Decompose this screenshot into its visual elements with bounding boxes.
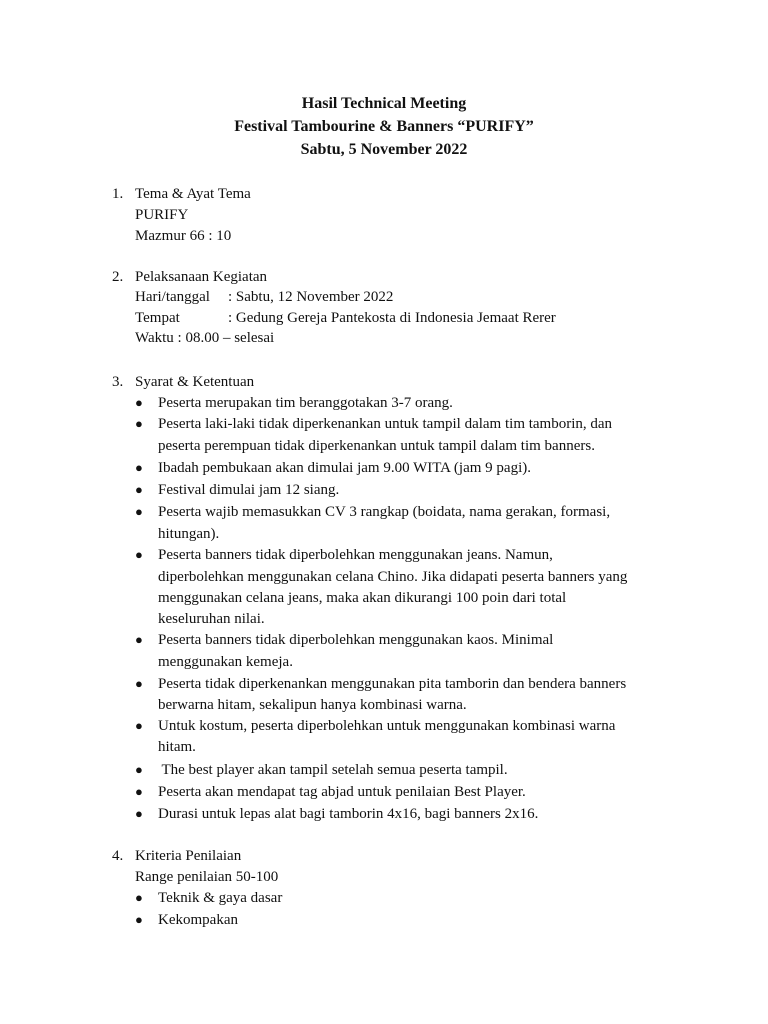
rule-item: Peserta merupakan tim beranggotakan 3-7 orang.	[158, 395, 453, 411]
bullet-icon: ●	[135, 676, 143, 691]
place-row	[135, 308, 556, 328]
bullet-icon: ●	[135, 784, 143, 799]
bullet-icon: ●	[135, 460, 143, 475]
date-label: Hari/tanggal	[135, 289, 210, 305]
bullet-icon: ●	[135, 890, 143, 905]
place-label: Tempat	[135, 310, 180, 326]
range-text: Range penilaian 50-100	[135, 869, 279, 885]
rule-item: Peserta wajib memasukkan CV 3 rangkap (boidata, nama gerakan, formasi,	[158, 504, 611, 520]
bullet-icon: ●	[135, 395, 143, 410]
bullet-icon: ●	[135, 632, 143, 647]
place-value: : Gedung Gereja Pantekosta di Indonesia Jemaat Rerer	[228, 310, 556, 326]
section-3-number: 3.	[112, 374, 124, 390]
criteria-item: Kekompakan	[158, 912, 238, 928]
rule-item-continued: hitungan).	[158, 526, 220, 542]
section-1-number: 1.	[112, 186, 124, 202]
bullet-icon: ●	[135, 504, 143, 519]
meeting-date: Sabtu, 5 November 2022	[300, 141, 468, 158]
rule-item: Festival dimulai jam 12 siang.	[158, 482, 340, 498]
rule-item: Durasi untuk lepas alat bagi tamborin 4x16, bagi banners 2x16.	[158, 806, 539, 822]
rule-item: The best player akan tampil setelah semua peserta tampil.	[158, 762, 508, 778]
doc-title: Hasil Technical Meeting	[301, 95, 467, 112]
date-value: : Sabtu, 12 November 2022	[228, 289, 394, 305]
verse-text: Mazmur 66 : 10	[135, 228, 232, 244]
bullet-icon: ●	[135, 762, 143, 777]
rule-item-continued: keseluruhan nilai.	[158, 611, 265, 627]
rule-item: Peserta akan mendapat tag abjad untuk penilaian Best Player.	[158, 784, 526, 800]
section-4-number: 4.	[112, 848, 124, 864]
rule-item-continued: menggunakan kemeja.	[158, 654, 293, 670]
rule-item: Peserta laki-laki tidak diperkenankan untuk tampil dalam tim tamborin, dan	[158, 416, 613, 432]
section-2-heading: Pelaksanaan Kegiatan	[135, 269, 268, 285]
rule-item-continued: diperbolehkan menggunakan celana Chino. Jika didapati peserta banners yang	[158, 569, 628, 585]
rule-item-continued: berwarna hitam, sekalipun hanya kombinasi warna.	[158, 697, 467, 713]
theme-text: PURIFY	[135, 207, 189, 223]
section-4-heading: Kriteria Penilaian	[135, 848, 242, 864]
rule-item-continued: peserta perempuan tidak diperkenankan untuk tampil dalam tim banners.	[158, 438, 595, 454]
rule-item-continued: menggunakan celana jeans, maka akan dikurangi 100 poin dari total	[158, 590, 567, 606]
rule-item: Peserta banners tidak diperbolehkan menggunakan kaos. Minimal	[158, 632, 554, 648]
bullet-icon: ●	[135, 806, 143, 821]
section-3-heading: Syarat & Ketentuan	[135, 374, 255, 390]
section-2-number: 2.	[112, 269, 124, 285]
bullet-icon: ●	[135, 547, 143, 562]
time-text: Waktu : 08.00 – selesai	[135, 330, 275, 346]
section-1-heading: Tema & Ayat Tema	[135, 186, 251, 202]
rule-item: Peserta banners tidak diperbolehkan menggunakan jeans. Namun,	[158, 547, 553, 563]
date-row	[135, 287, 393, 307]
bullet-icon: ●	[135, 912, 143, 927]
rule-item-continued: hitam.	[158, 739, 196, 755]
rule-item: Ibadah pembukaan akan dimulai jam 9.00 WITA (jam 9 pagi).	[158, 460, 531, 476]
bullet-icon: ●	[135, 718, 143, 733]
rule-item: Peserta tidak diperkenankan menggunakan pita tamborin dan bendera banners	[158, 676, 627, 692]
event-name: Festival Tambourine & Banners “PURIFY”	[234, 118, 534, 135]
criteria-item: Teknik & gaya dasar	[158, 890, 283, 906]
rule-item: Untuk kostum, peserta diperbolehkan untuk menggunakan kombinasi warna	[158, 718, 616, 734]
bullet-icon: ●	[135, 482, 143, 497]
bullet-icon: ●	[135, 416, 143, 431]
